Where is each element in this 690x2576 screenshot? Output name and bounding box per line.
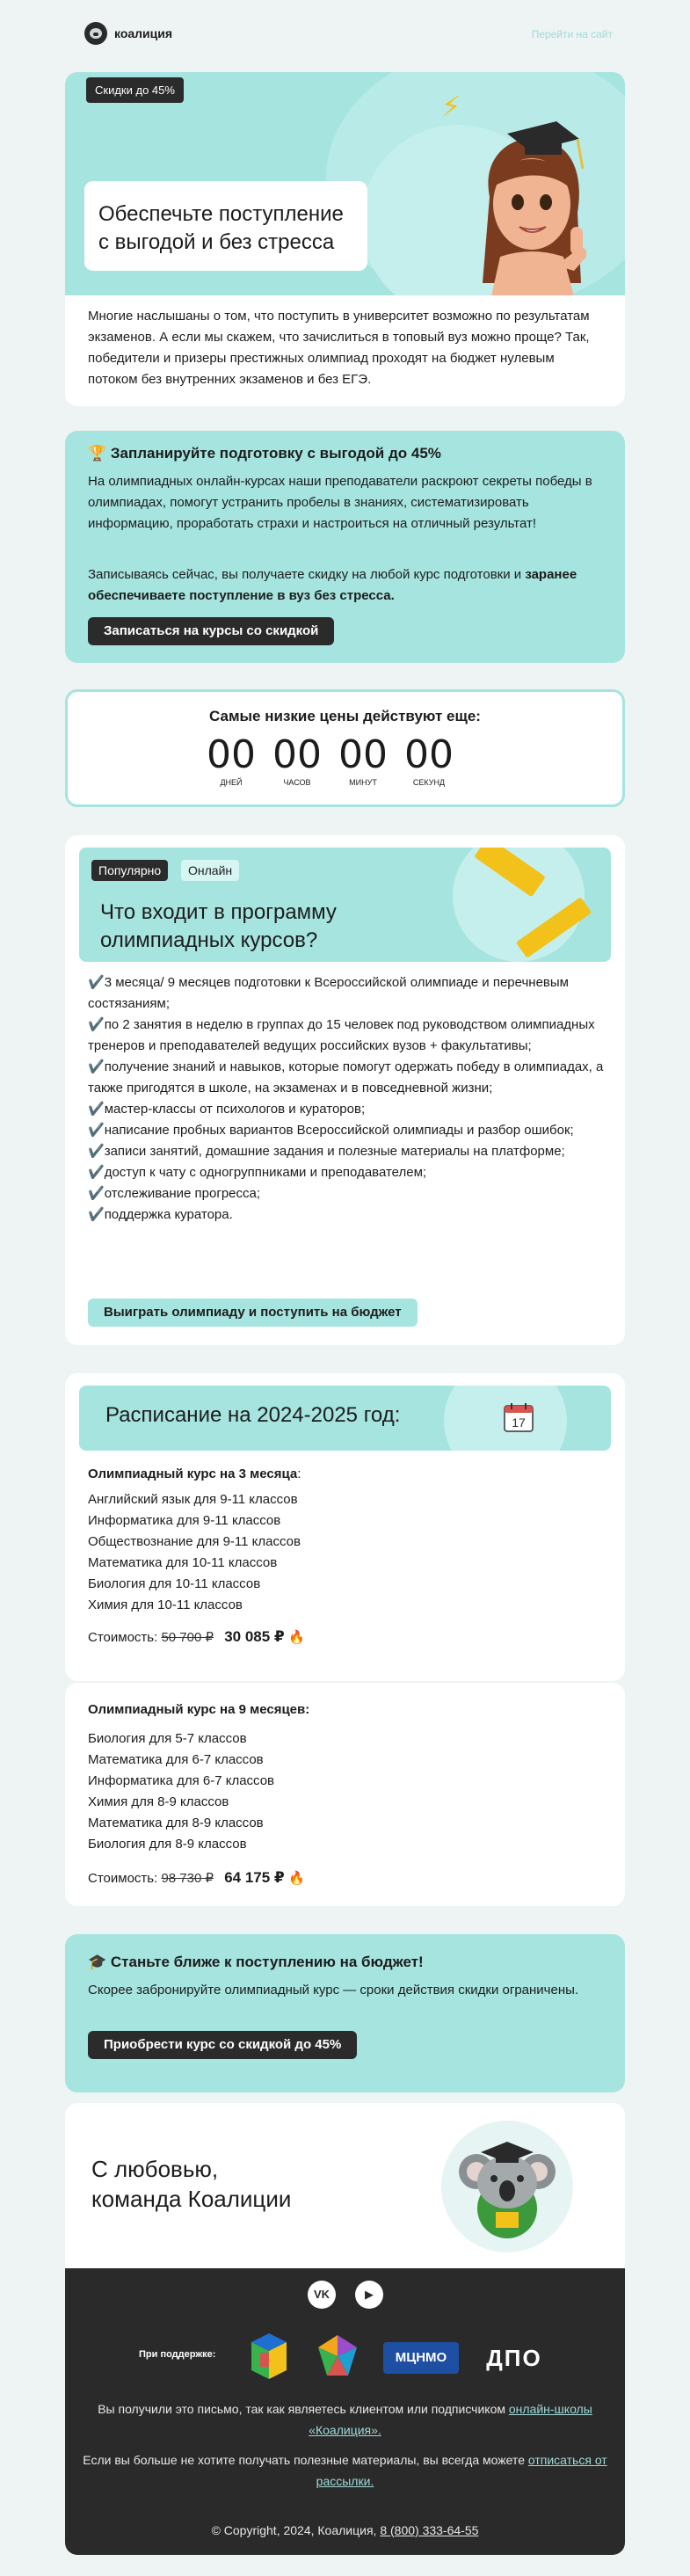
list-item: Информатика для 6-7 классов [88, 1773, 275, 1788]
countdown-days [205, 734, 258, 787]
plan-text-2-bold: заранее обеспечиваете поступление в вуз без стресса. [88, 567, 577, 603]
course-9m-list [88, 1728, 274, 1855]
partner-logo-mcnmo: МЦНМО [383, 2342, 459, 2374]
list-item: Математика для 10-11 классов [88, 1555, 278, 1570]
program-title-line2: олимпиадных курсов? [100, 928, 318, 952]
countdown-card [65, 689, 625, 807]
countdown-value: 00 [207, 732, 256, 777]
schedule-card [65, 1373, 625, 1681]
countdown-value: 00 [338, 732, 388, 777]
list-item: ✔️ доступ к чату с одногруппниками и преподавателем; [88, 1162, 611, 1183]
footer-unsubscribe-prefix: Если вы больше не хотите получать полезные материалы, вы всегда можете [83, 2453, 528, 2467]
list-item: Математика для 6-7 классов [88, 1752, 264, 1767]
online-badge: Онлайн [181, 860, 239, 881]
list-item: Химия для 10-11 классов [88, 1597, 243, 1612]
schedule-header [79, 1386, 611, 1451]
new-price: 30 085 ₽ [224, 1628, 285, 1645]
hero-title-line2: с выгодой и без стресса [98, 230, 335, 254]
buy-course-button[interactable]: Приобрести курс со скидкой до 45% [88, 2031, 357, 2059]
list-item: Английский язык для 9-11 классов [88, 1492, 298, 1507]
list-item: ✔️ написание пробных вариантов Всероссийской олимпиады и разбор ошибок; [88, 1120, 611, 1141]
list-item: ✔️ поддержка куратора. [88, 1204, 611, 1226]
countdown-label: ДНЕЙ [220, 778, 243, 787]
phone-link[interactable]: 8 (800) 333-64-55 [380, 2523, 479, 2537]
countdown-hours [271, 734, 323, 787]
course-3m-price [88, 1628, 305, 1646]
partner-logo-gem-icon [311, 2330, 364, 2383]
hero-description: Многие наслышаны о том, что поступить в университет возможно по результатам экзаменов. А если мы скажем, что зачислиться в топовый вуз можно проще? Так, победители и призеры престижных олимпиад проходят на бюджет нулевым потоком без внутренних экзаменов и без ЕГЭ. [88, 309, 590, 387]
popular-badge: Популярно [91, 860, 168, 881]
schedule-title: Расписание на 2024-2025 год: [105, 1403, 401, 1427]
list-item: ✔️ получение знаний и навыков, которые помогут одержать победу в олимпиадах, а также пригодятся в школе, на экзаменах и в повседневной жизни; [88, 1057, 611, 1099]
footer [65, 2268, 625, 2555]
cta-title: 🎓 Станьте ближе к поступлению на бюджет! [88, 1954, 424, 1970]
list-item: ✔️ отслеживание прогресса; [88, 1183, 611, 1204]
countdown-value: 00 [272, 732, 322, 777]
signature-card [65, 2103, 625, 2270]
old-price: 98 730 ₽ [161, 1871, 214, 1886]
unsubscribe-link[interactable]: отписаться от рассылки. [316, 2453, 607, 2488]
vk-icon[interactable]: VK [308, 2281, 336, 2309]
partner-logo-cube-icon [243, 2330, 295, 2383]
koala-mascot-svg [441, 2121, 573, 2252]
hero-title-box [84, 181, 367, 271]
program-header [79, 848, 611, 962]
lightning-icon: ⚡ [441, 91, 461, 122]
list-item: ✔️ по 2 занятия в неделю в группах до 15 человек под руководством олимпиадных тренеров и преподавателей ведущих российских вузов + факультативы; [88, 1015, 611, 1057]
hero-card [65, 72, 625, 406]
course-9m-price [88, 1869, 305, 1887]
top-bar [0, 0, 690, 70]
program-card [65, 835, 625, 1345]
hero-banner [65, 72, 625, 295]
koala-logo-icon [84, 22, 107, 45]
course-3m-heading-suffix: : [297, 1466, 301, 1481]
brand-logo[interactable] [84, 22, 172, 45]
old-price: 50 700 ₽ [161, 1630, 214, 1645]
student-avatar-icon [465, 116, 597, 295]
course-3m-heading [88, 1466, 301, 1481]
copyright-text: © Copyright, 2024, Коалиция, [211, 2523, 381, 2537]
fire-icon: 🔥 [287, 1630, 305, 1645]
schedule-card-9m [65, 1683, 625, 1906]
list-item: Биология для 8-9 классов [88, 1837, 247, 1852]
support-label: При поддержке: [139, 2349, 216, 2360]
youtube-icon[interactable]: ▶ [355, 2281, 383, 2309]
signature-line1: С любовью, [91, 2156, 219, 2182]
list-item: ✔️ записи занятий, домашние задания и полезные материалы на платформе; [88, 1141, 611, 1162]
footer-reason-prefix: Вы получили это письмо, так как являетесь клиентом или подписчиком [98, 2402, 509, 2416]
plan-text-2-prefix: Записываясь сейчас, вы получаете скидку на любой курс подготовки и [88, 567, 526, 582]
fire-icon: 🔥 [287, 1871, 305, 1886]
list-item: ✔️ мастер-классы от психологов и кураторов; [88, 1099, 611, 1120]
go-to-site-link[interactable]: Перейти на сайт [531, 28, 613, 40]
countdown-label: МИНУТ [349, 778, 377, 787]
price-label: Стоимость: [88, 1630, 158, 1645]
countdown-minutes [337, 734, 389, 787]
brand-name: коалиция [114, 26, 173, 40]
signature-line2: команда Коалиции [91, 2186, 292, 2212]
list-item: Математика для 8-9 классов [88, 1816, 264, 1830]
plan-text-1: На олимпиадных онлайн-курсах наши преподаватели раскроют секреты победы в олимпиадах, помогут устранить пробелы в знаниях, систематизировать информацию, проработать страхи и настроиться на отличный результат! [88, 474, 592, 531]
countdown-label: СЕКУНД [412, 778, 446, 787]
cta-text: Скорее забронируйте олимпиадный курс — сроки действия скидки ограничены. [88, 1983, 579, 1997]
countdown-label: ЧАСОВ [283, 778, 311, 787]
hero-title-line1: Обеспечьте поступление [98, 202, 344, 226]
plan-title: 🏆 Запланируйте подготовку с выгодой до 45% [88, 445, 441, 462]
list-item: Химия для 8-9 классов [88, 1794, 229, 1809]
win-olympiad-button[interactable]: Выиграть олимпиаду и поступить на бюджет [88, 1299, 418, 1327]
discount-badge: Скидки до 45% [86, 77, 184, 103]
list-item: Информатика для 9-11 классов [88, 1513, 281, 1528]
list-item: Обществознание для 9-11 классов [88, 1534, 301, 1549]
program-list [88, 972, 611, 1226]
course-3m-heading-text: Олимпиадный курс на 3 месяца [88, 1466, 298, 1481]
cta-card [65, 1934, 625, 2092]
calendar-day: 17 [512, 1415, 526, 1430]
copyright [65, 2523, 625, 2537]
program-title-line1: Что входит в программу [100, 900, 337, 924]
partner-logo-dpo: ДПО [486, 2345, 542, 2371]
plan-text-2 [88, 564, 602, 607]
countdown-seconds [403, 734, 455, 787]
program-title [100, 899, 337, 955]
list-item: Биология для 5-7 классов [88, 1731, 247, 1746]
countdown-title: Самые низкие цены действуют еще: [209, 708, 481, 724]
signature-text [91, 2154, 291, 2214]
koala-mascot-icon [441, 2121, 573, 2252]
list-item: ✔️ 3 месяца/ 9 месяцев подготовки к Всероссийской олимпиаде и перечневым состязаниям; [88, 972, 611, 1015]
new-price: 64 175 ₽ [224, 1869, 285, 1886]
course-3m-list [88, 1489, 301, 1616]
course-9m-heading: Олимпиадный курс на 9 месяцев: [88, 1702, 310, 1717]
footer-unsubscribe-text [83, 2449, 607, 2492]
list-item: Биология для 10-11 классов [88, 1576, 261, 1591]
calendar-icon [503, 1401, 534, 1433]
price-label: Стоимость: [88, 1871, 158, 1886]
countdown-value: 00 [404, 732, 454, 777]
footer-reason-text [83, 2398, 607, 2441]
school-link[interactable]: онлайн-школы «Коалиция». [309, 2402, 592, 2437]
enroll-discount-button[interactable]: Записаться на курсы со скидкой [88, 617, 334, 645]
plan-card [65, 431, 625, 663]
